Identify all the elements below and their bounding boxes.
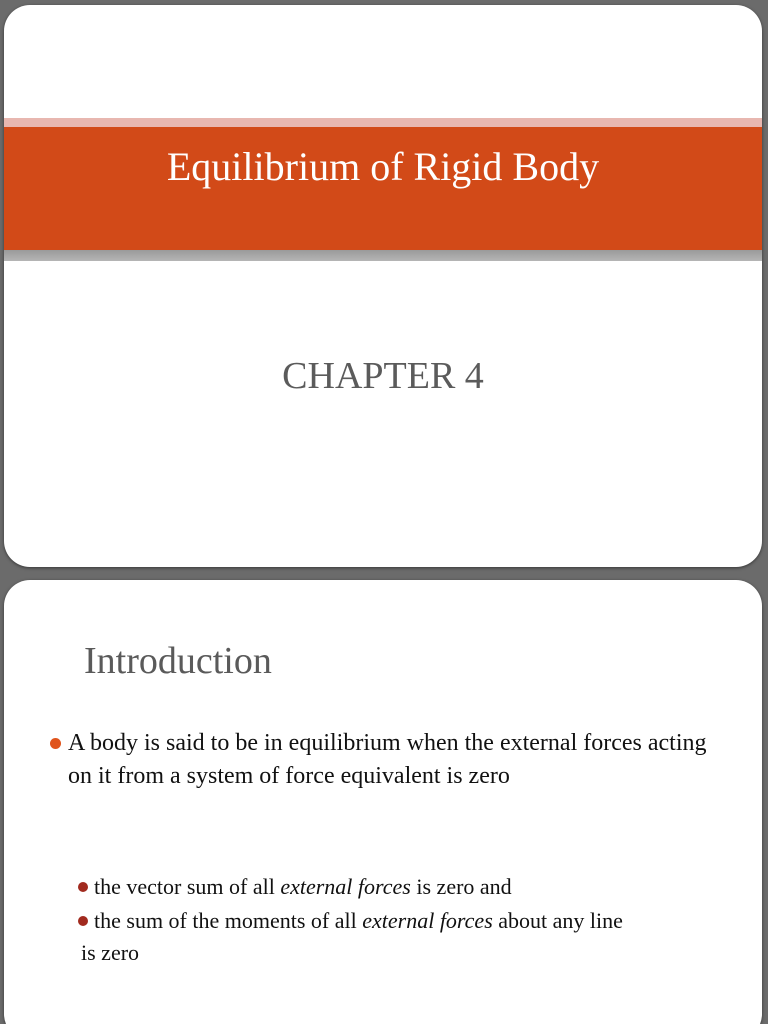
bullet-text-emphasis: external forces: [362, 908, 493, 933]
bullet-text-post: about any line: [492, 908, 623, 933]
bullet-text-pre: the vector sum of all: [94, 874, 281, 899]
slide-heading: Introduction: [84, 640, 272, 682]
bullet-dot-icon: [50, 738, 61, 749]
banner-bottom-stripe: [4, 250, 762, 261]
bullet-item-main: [68, 727, 708, 793]
banner-top-stripe: [4, 118, 762, 127]
slide-title: Equilibrium of Rigid Body: [166, 144, 600, 189]
bullet-text-emphasis: external forces: [280, 874, 411, 899]
title-slide: [4, 5, 762, 567]
bullet-text: A body is said to be in equilibrium when the external forces acting on it from a system of force equivalent is zero: [68, 730, 707, 789]
slide-subtitle: CHAPTER 4: [282, 355, 484, 397]
bullet-item-sub-1: [94, 871, 734, 903]
bullet-dot-icon: [78, 882, 88, 892]
bullet-dot-icon: [78, 916, 88, 926]
content-slide: [4, 580, 762, 1024]
bullet-item-sub-2: [81, 905, 734, 969]
bullet-text-pre: the sum of the moments of all: [94, 908, 363, 933]
bullet-text-post: is zero and: [410, 874, 512, 899]
bullet-text-continuation: is zero: [81, 940, 140, 965]
